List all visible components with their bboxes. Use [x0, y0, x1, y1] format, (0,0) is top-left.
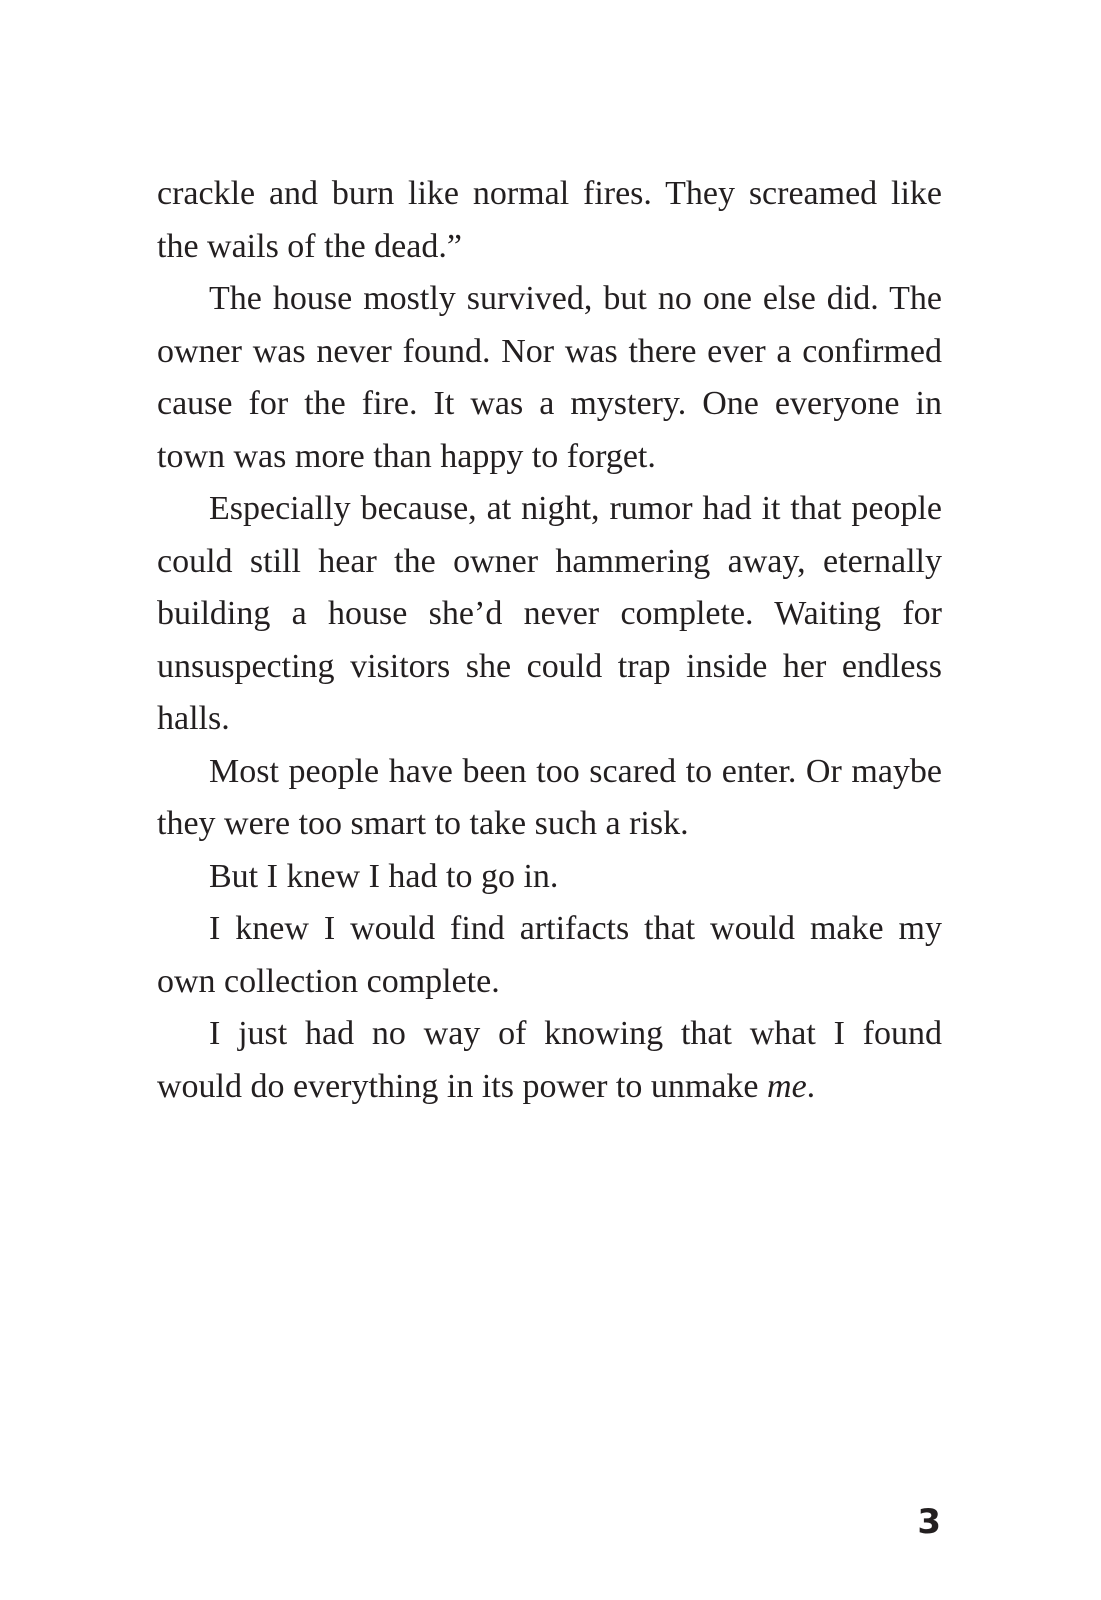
emphasized-word: me — [767, 1067, 807, 1105]
paragraph-7 — [157, 1008, 942, 1113]
paragraph-2: The house mostly survived, but no one else did. The owner was never found. Nor was there ever a confirmed cause for the fire. It was a mystery. One everyone in town was more than happy to forget. — [157, 280, 942, 475]
paragraph-3: Especially because, at night, rumor had it that people could still hear the owner hammering away, eternally building a house she’d never complete. Waiting for unsuspecting visitors she could trap inside her endless halls. — [157, 490, 942, 737]
paragraph-4: Most people have been too scared to enter. Or maybe they were too smart to take such a risk. — [157, 752, 942, 842]
paragraph-6: I knew I would find artifacts that would make my own collection complete. — [157, 910, 942, 1000]
paragraph-5: But I knew I had to go in. — [209, 857, 559, 895]
paragraph-1: crackle and burn like normal fires. They screamed like the wails of the dead.” — [157, 175, 942, 265]
paragraph-7-end: . — [806, 1067, 816, 1105]
page-number: 3 — [917, 1502, 941, 1542]
paragraph-7-text: I just had no way of knowing that what I found would do everything in its power to unmake — [157, 1015, 942, 1105]
body-text — [157, 168, 942, 1113]
